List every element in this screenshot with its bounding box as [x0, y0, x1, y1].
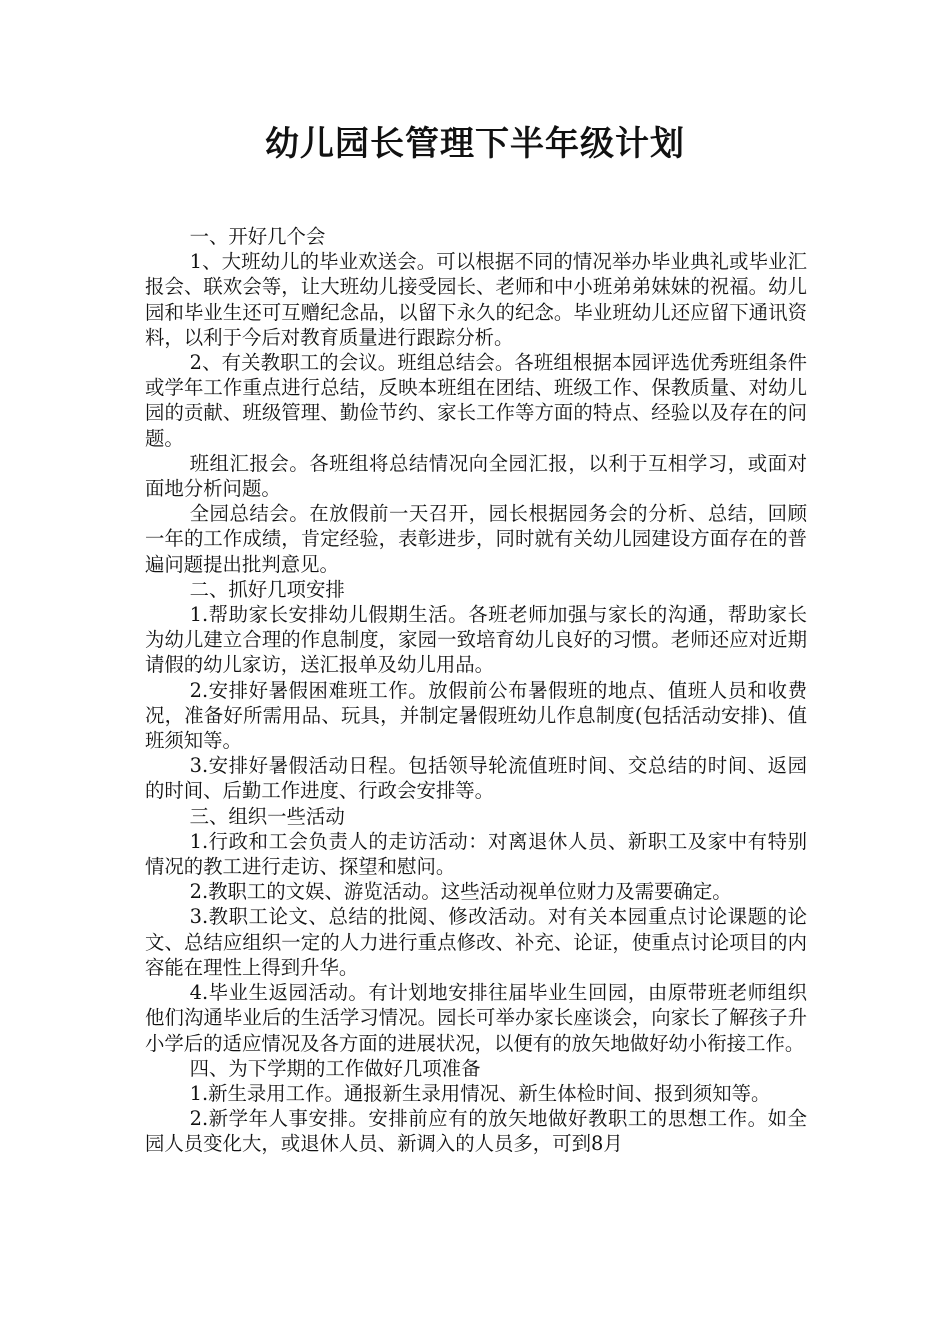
- document-title: 幼儿园长管理下半年级计划: [265, 124, 685, 164]
- section-heading: 一、开好几个会: [189, 225, 326, 248]
- section-heading: 二、抓好几项安排: [189, 577, 345, 601]
- body-paragraph: 1.新生录用工作。通报新生录用情况、新生体检时间、报到须知等。: [189, 1081, 771, 1105]
- body-paragraph: 2.安排好暑假困难班工作。放假前公布暑假班的地点、值班人员和收费况，准备好所需用品、玩具，并制定暑假班幼儿作息制度(包括活动安排)、值班须知等。: [145, 678, 807, 753]
- body-paragraph: 班组汇报会。各班组将总结情况向全园汇报，以利于互相学习，或面对面地分析问题。: [145, 451, 807, 501]
- document-body: [145, 224, 807, 1157]
- body-paragraph: 1.行政和工会负责人的走访活动：对离退休人员、新职工及家中有特别情况的教工进行走访、探望和慰问。: [145, 829, 807, 879]
- body-paragraph: 2、有关教职工的会议。班组总结会。各班组根据本园评选优秀班组条件或学年工作重点进行总结，反映本班组在团结、班级工作、保教质量、对幼儿园的贡献、班级管理、勤俭节约、家长工作等方面的特点、经验以及存在的问题。: [145, 351, 807, 450]
- body-paragraph: 1、大班幼儿的毕业欢送会。可以根据不同的情况举办毕业典礼或毕业汇报会、联欢会等，让大班幼儿接受园长、老师和中小班弟弟妹妹的祝福。幼儿园和毕业生还可互赠纪念品，以留下永久的纪念。毕业班幼儿还应留下通讯资料，以利于今后对教育质量进行跟踪分析。: [145, 250, 807, 349]
- body-paragraph: 2.教职工的文娱、游览活动。这些活动视单位财力及需要确定。: [189, 880, 732, 904]
- body-paragraph: 3.安排好暑假活动日程。包括领导轮流值班时间、交总结的时间、返园的时间、后勤工作进度、行政会安排等。: [145, 754, 807, 803]
- body-paragraph: 4.毕业生返园活动。有计划地安排往届毕业生回园，由原带班老师组织他们沟通毕业后的生活学习情况。园长可举办家长座谈会，向家长了解孩子升小学后的适应情况及各方面的进展状况，以便有的放矢地做好幼小衔接工作。: [145, 981, 807, 1055]
- body-paragraph: 全园总结会。在放假前一天召开，园长根据园务会的分析、总结，回顾一年的工作成绩，肯定经验，表彰进步，同时就有关幼儿园建设方面存在的普遍问题提出批判意见。: [145, 502, 807, 576]
- body-paragraph: 2.新学年人事安排。安排前应有的放矢地做好教职工的思想工作。如全园人员变化大，或退休人员、新调入的人员多，可到8月: [145, 1107, 807, 1156]
- body-paragraph: 1.帮助家长安排幼儿假期生活。各班老师加强与家长的沟通，帮助家长为幼儿建立合理的作息制度，家园一致培育幼儿良好的习惯。老师还应对近期请假的幼儿家访，送汇报单及幼儿用品。: [145, 603, 807, 677]
- body-paragraph: 3.教职工论文、总结的批阅、修改活动。对有关本园重点讨论课题的论文、总结应组织一定的人力进行重点修改、补充、论证，使重点讨论项目的内容能在理性上得到升华。: [145, 905, 807, 979]
- section-heading: 三、组织一些活动: [189, 804, 345, 828]
- section-heading: 四、为下学期的工作做好几项准备: [189, 1056, 481, 1080]
